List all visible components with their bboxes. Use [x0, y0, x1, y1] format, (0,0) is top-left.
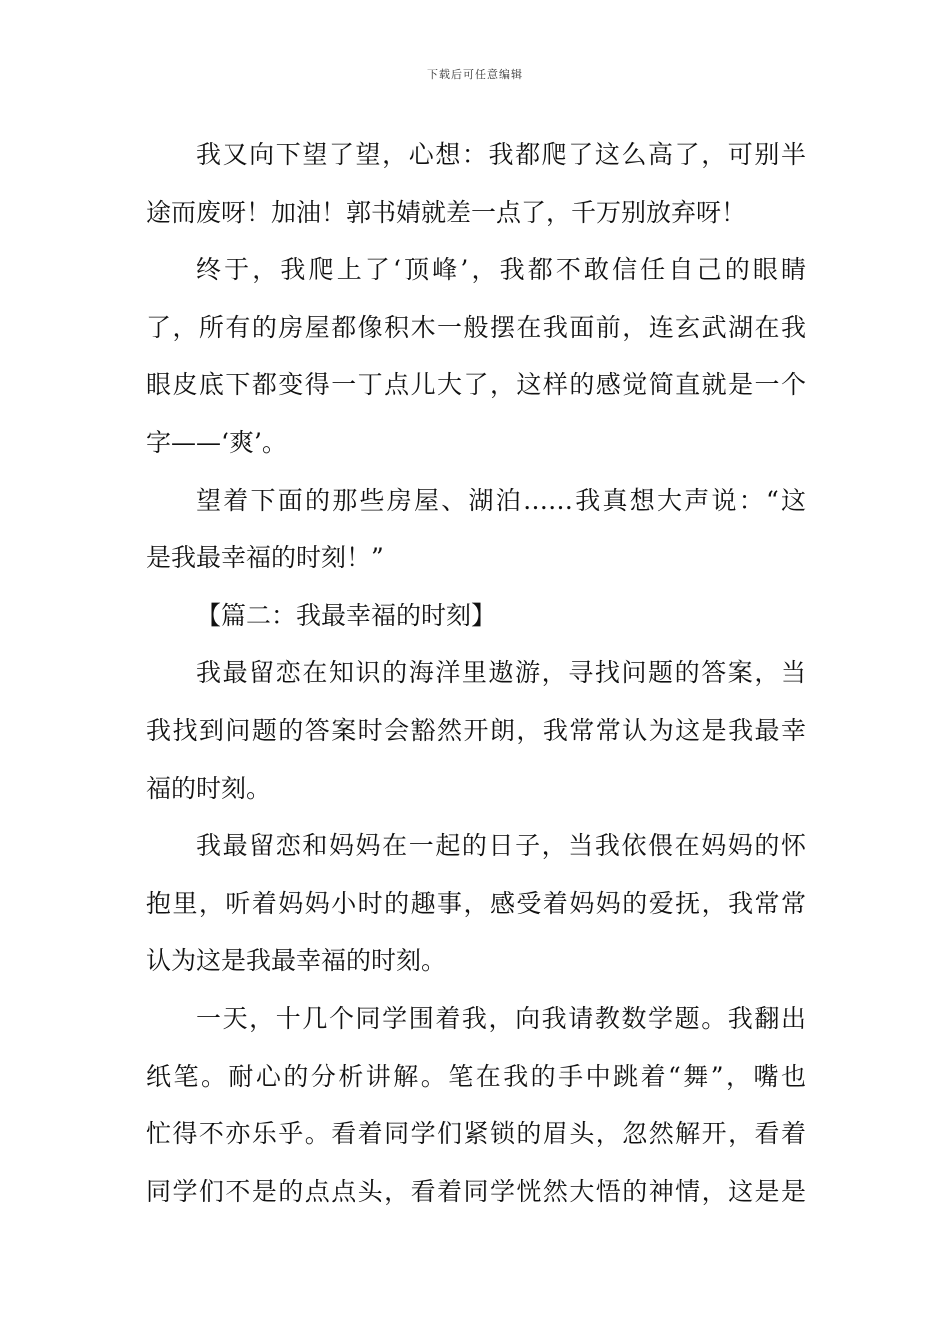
paragraph-line: 纸笔。耐心的分析讲解。笔在我的手中跳着“舞”，嘴也 [146, 1061, 806, 1091]
paragraph-line: 一天，十几个同学围着我，向我请教数学题。我翻出 [196, 1003, 806, 1033]
paragraph-line: 福的时刻。 [146, 773, 272, 803]
paragraph-line: 同学们不是的点点头，看着同学恍然大悟的神情，这是是 [146, 1176, 806, 1206]
paragraph-line: 我找到问题的答案时会豁然开朗，我常常认为这是我最幸 [146, 715, 806, 745]
paragraph-line: 了，所有的房屋都像积木一般摆在我面前，连玄武湖在我 [146, 312, 806, 342]
paragraph-line: 忙得不亦乐乎。看着同学们紧锁的眉头，忽然解开，看着 [146, 1119, 806, 1149]
document-body [146, 126, 806, 1220]
page-header-caption: 下载后可任意编辑 [427, 68, 523, 81]
paragraph-line: 认为这是我最幸福的时刻。 [146, 946, 447, 976]
paragraph-line: 望着下面的那些房屋、湖泊……我真想大声说：“这 [196, 485, 806, 515]
paragraph-line: 眼皮底下都变得一丁点儿大了，这样的感觉简直就是一个 [146, 370, 806, 400]
section-heading: 【篇二：我最幸福的时刻】 [196, 600, 497, 630]
paragraph-line: 是我最幸福的时刻！” [146, 543, 384, 573]
paragraph-line: 终于，我爬上了‘顶峰’，我都不敢信任自己的眼睛 [196, 255, 806, 285]
paragraph-line: 我最留恋和妈妈在一起的日子，当我依偎在妈妈的怀 [196, 831, 806, 861]
paragraph-line: 我又向下望了望，心想：我都爬了这么高了，可别半 [196, 140, 806, 169]
paragraph-line: 我最留恋在知识的海洋里遨游，寻找问题的答案，当 [196, 658, 806, 688]
paragraph-line: 抱里，听着妈妈小时的趣事，感受着妈妈的爱抚，我常常 [146, 888, 806, 918]
paragraph-line: 途而废呀！加油！郭书婧就差一点了，千万别放弃呀！ [146, 197, 747, 227]
paragraph-line: 字——‘爽’。 [146, 427, 287, 457]
